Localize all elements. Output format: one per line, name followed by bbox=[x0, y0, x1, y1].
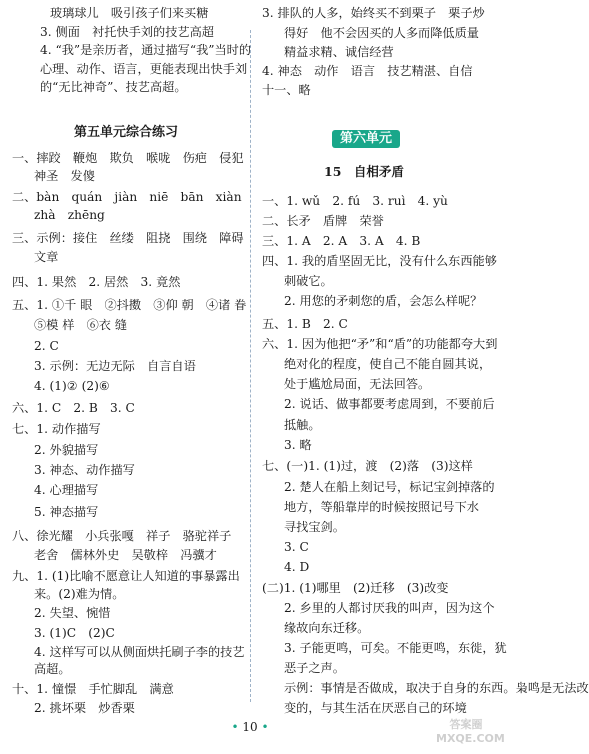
answer-line: 十、1. 憧憬 手忙脚乱 满意 bbox=[12, 682, 174, 696]
answer-line: 得好 他不会因买的人多而降低质量 bbox=[284, 26, 479, 40]
answer-line: 2. 外貌描写 bbox=[34, 443, 99, 457]
page-number-text: 10 bbox=[242, 720, 258, 734]
answer-line: 第五单元综合练习 bbox=[74, 125, 179, 140]
answer-line: ⑤模 样 ⑥衣 缝 bbox=[34, 318, 128, 332]
answer-line: 3. 子能更鸣，可矣。不能更鸣，东徙，犹 bbox=[284, 641, 507, 655]
answer-line: 3. 示例：无边无际 自言自语 bbox=[34, 359, 196, 373]
answer-line: 恶子之声。 bbox=[284, 661, 345, 675]
answer-line: 4. 心理描写 bbox=[34, 483, 99, 497]
answer-line: 三、1. A 2. A 3. A 4. B bbox=[262, 234, 421, 248]
answer-line: 六、1. C 2. B 3. C bbox=[12, 401, 135, 415]
answer-line: 六、1. 因为他把“矛”和“盾”的功能都夸大到 bbox=[262, 337, 498, 351]
answer-line: 3. 略 bbox=[284, 438, 312, 452]
answer-line: 三、示例：接住 丝缕 阻挠 围绕 障碍 bbox=[12, 231, 244, 245]
watermark-text: 答案圈 bbox=[449, 718, 483, 731]
answer-line: 3. 神态、动作描写 bbox=[34, 463, 135, 477]
answer-line: 3. (1)C (2)C bbox=[34, 626, 115, 640]
answer-line: 4. 这样写可以从侧面烘托刷子李的技艺 bbox=[34, 645, 245, 659]
answer-line: 第六单元 bbox=[332, 130, 400, 148]
answer-line: 刺破它。 bbox=[284, 274, 333, 288]
answer-line: 5. 神态描写 bbox=[34, 505, 99, 519]
answer-line: 二、长矛 盾牌 荣誉 bbox=[262, 214, 384, 228]
answer-line: 处于尴尬局面，无法回答。 bbox=[284, 377, 431, 391]
watermark-text: MXQE.COM bbox=[436, 732, 505, 745]
answer-line: 2. C bbox=[34, 339, 59, 353]
answer-line: 绝对化的程度，使自己不能自圆其说， bbox=[284, 357, 492, 371]
answer-line: 15 自相矛盾 bbox=[324, 164, 404, 179]
answer-line: 4. 神态 动作 语言 技艺精湛、自信 bbox=[262, 64, 473, 78]
answer-line: 2. 楚人在船上刻记号，标记宝剑掉落的 bbox=[284, 480, 495, 494]
answer-line: 2. 失望、惋惜 bbox=[34, 606, 111, 620]
answer-line: 4. (1)② (2)⑥ bbox=[34, 379, 110, 393]
answer-line: 玻璃球儿 吸引孩子们来买糖 bbox=[50, 6, 209, 20]
answer-line: 老舍 儒林外史 吴敬梓 冯骥才 bbox=[34, 548, 217, 562]
watermark-logo bbox=[436, 718, 505, 752]
answer-line: 一、1. wǔ 2. fú 3. ruì 4. yù bbox=[262, 194, 448, 208]
answer-line: 十一、略 bbox=[262, 83, 311, 97]
answer-line: 七、(一)1. (1)过，渡 (2)落 (3)这样 bbox=[262, 459, 473, 473]
answer-line: 示例：事情是否做成，取决于自身的东西。枭鸣是无法改 bbox=[284, 681, 589, 695]
answer-line: 一、摔跤 鞭炮 欺负 喉咙 伤疤 侵犯 bbox=[12, 151, 244, 165]
answer-line: 4. D bbox=[284, 560, 310, 574]
answer-line: 高超。 bbox=[34, 662, 71, 676]
answer-line: 3. 排队的人多，始终买不到栗子 栗子炒 bbox=[262, 6, 485, 20]
answer-line: 九、1. (1)比喻不愿意让人知道的事暴露出 bbox=[12, 569, 240, 583]
answer-line: 3. C bbox=[284, 540, 309, 554]
answer-line: 2. 说话、做事都要考虑周到，不要前后 bbox=[284, 397, 495, 411]
answer-line: 4. “我”是亲历者，通过描写“我”当时的 bbox=[40, 43, 252, 57]
answer-line: 八、徐光耀 小兵张嘎 祥子 骆驼祥子 bbox=[12, 529, 232, 543]
answer-line: 五、1. ①千 眼 ②抖擞 ③仰 朝 ④诸 眷 bbox=[12, 298, 247, 312]
answer-line: 缘故向东迁移。 bbox=[284, 621, 370, 635]
answer-line: 精益求精、诚信经营 bbox=[284, 45, 394, 59]
answer-line: 四、1. 果然 2. 居然 3. 竟然 bbox=[12, 275, 181, 289]
answer-line: 2. 用您的矛刺您的盾，会怎么样呢？ bbox=[284, 294, 483, 308]
answer-line: 3. 侧面 衬托快手刘的技艺高超 bbox=[40, 25, 214, 39]
answer-line: 心理、动作、语言，更能表现出快手刘 bbox=[40, 62, 248, 76]
answer-line: 来。(2)难为情。 bbox=[34, 587, 125, 601]
answer-line: (二)1. (1)哪里 (2)迁移 (3)改变 bbox=[262, 581, 449, 595]
answer-line: 五、1. B 2. C bbox=[262, 317, 348, 331]
column-divider bbox=[250, 30, 251, 702]
answer-line: 的“无比神奇”、技艺高超。 bbox=[40, 80, 187, 94]
answer-line: 寻找宝剑。 bbox=[284, 520, 345, 534]
answer-line: 2. 乡里的人都讨厌我的叫声，因为这个 bbox=[284, 601, 495, 615]
answer-line: 四、1. 我的盾坚固无比，没有什么东西能够 bbox=[262, 254, 497, 268]
answer-line: 二、bàn quán jiàn niē bān xiàn bbox=[12, 190, 242, 204]
answer-line: 2. 挑坏栗 炒香栗 bbox=[34, 701, 135, 715]
answer-line: 神圣 发傻 bbox=[34, 169, 95, 183]
answer-line: 地方，等船靠岸的时候按照记号下水 bbox=[284, 500, 479, 514]
answer-line: 文章 bbox=[34, 250, 59, 264]
answer-line: 变的，与其生活在厌恶自己的环境 bbox=[284, 701, 467, 715]
page-number: • 10 • bbox=[231, 720, 269, 734]
answer-line: 抵触。 bbox=[284, 418, 321, 432]
answer-line: 七、1. 动作描写 bbox=[12, 422, 101, 436]
answer-line: zhà zhēng bbox=[34, 208, 105, 222]
